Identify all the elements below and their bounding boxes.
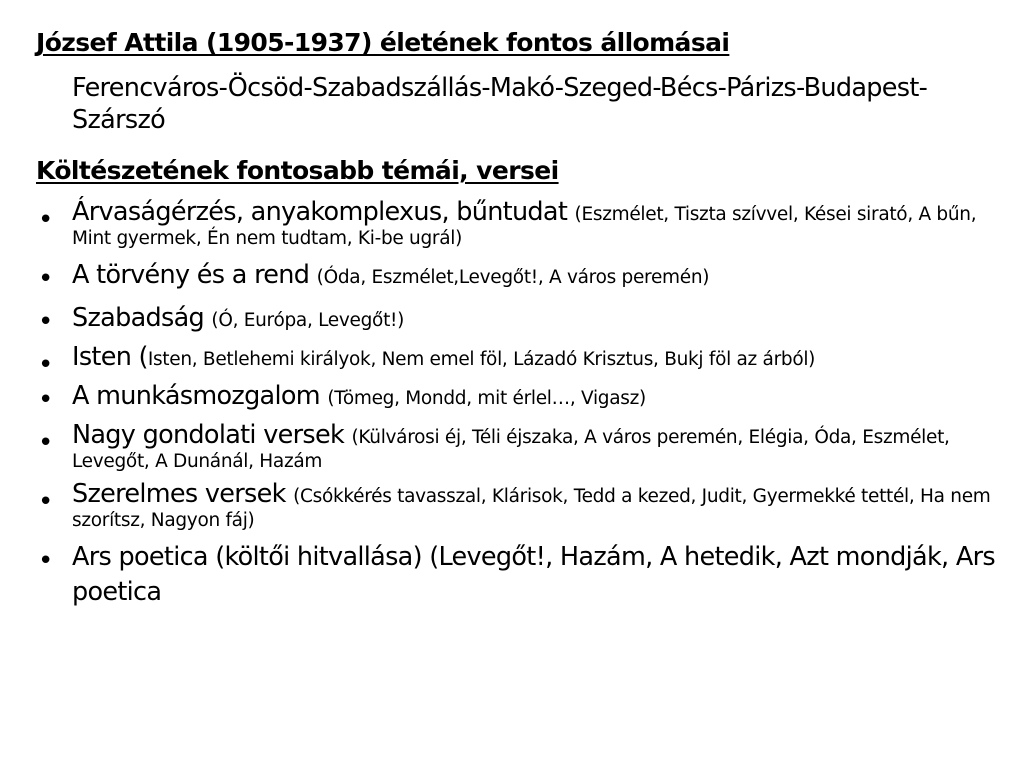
list-item xyxy=(36,541,1011,611)
bullet-icon: • xyxy=(38,264,54,294)
theme-title: A munkásmozgalom xyxy=(72,381,328,411)
theme-title: Nagy gondolati versek xyxy=(72,420,352,450)
list-item xyxy=(36,380,1011,415)
theme-examples: (Külvárosi éj, Téli éjszaka, A város peremén, Elégia, Óda, Eszmélet, Levegőt, A Dunánál, Hazám xyxy=(72,427,950,472)
list-item xyxy=(36,342,1011,380)
theme-examples: (Óda, Eszmélet,Levegőt!, A város peremén) xyxy=(316,267,710,288)
bullet-icon: • xyxy=(38,428,54,458)
bullet-icon: • xyxy=(38,307,54,337)
list-item xyxy=(36,259,1011,294)
theme-examples: (Tömeg, Mondd, mit érlel…, Vigasz) xyxy=(327,388,646,409)
bullet-icon: • xyxy=(38,385,54,415)
theme-examples: (Ó, Európa, Levegőt!) xyxy=(211,310,405,331)
theme-title: A törvény és a rend xyxy=(72,260,317,290)
list-item xyxy=(36,302,1011,337)
theme-title: Szabadság xyxy=(72,303,212,333)
life-stations-heading: József Attila (1905-1937) életének fontos állomásai xyxy=(36,28,730,57)
bullet-icon: • xyxy=(38,350,54,380)
bullet-icon: • xyxy=(38,546,54,576)
bullet-icon: • xyxy=(38,487,54,517)
theme-examples: (Eszmélet, Tiszta szívvel, Kései sirató, A bűn, Mint gyermek, Én nem tudtam, Ki-be ugrál) xyxy=(72,204,977,249)
theme-title: Isten ( xyxy=(72,342,148,372)
list-item xyxy=(36,420,1011,474)
theme-title: Ars poetica (költői hitvallása) (Levegőt!, Hazám, A hetedik, Azt mondják, Ars poetica xyxy=(72,542,995,607)
themes-list xyxy=(36,197,1011,619)
list-item xyxy=(36,479,1011,533)
theme-examples: (Csókkérés tavasszal, Klárisok, Tedd a kezed, Judit, Gyermekké tettél, Ha nem szorítsz, Nagyon fáj) xyxy=(72,486,991,531)
life-stations-route: Ferencváros-Öcsöd-Szabadszállás-Makó-Szeged-Bécs-Párizs-Budapest-Szárszó xyxy=(72,73,928,135)
theme-title: Árvaságérzés, anyakomplexus, bűntudat xyxy=(72,197,575,227)
bullet-icon: • xyxy=(38,205,54,235)
list-item xyxy=(36,197,1011,251)
poetry-themes-heading: Költészetének fontosabb témái, versei xyxy=(36,156,559,185)
theme-examples: Isten, Betlehemi királyok, Nem emel föl, Lázadó Krisztus, Bukj föl az árból) xyxy=(147,349,816,370)
theme-title: Szerelmes versek xyxy=(72,479,294,509)
